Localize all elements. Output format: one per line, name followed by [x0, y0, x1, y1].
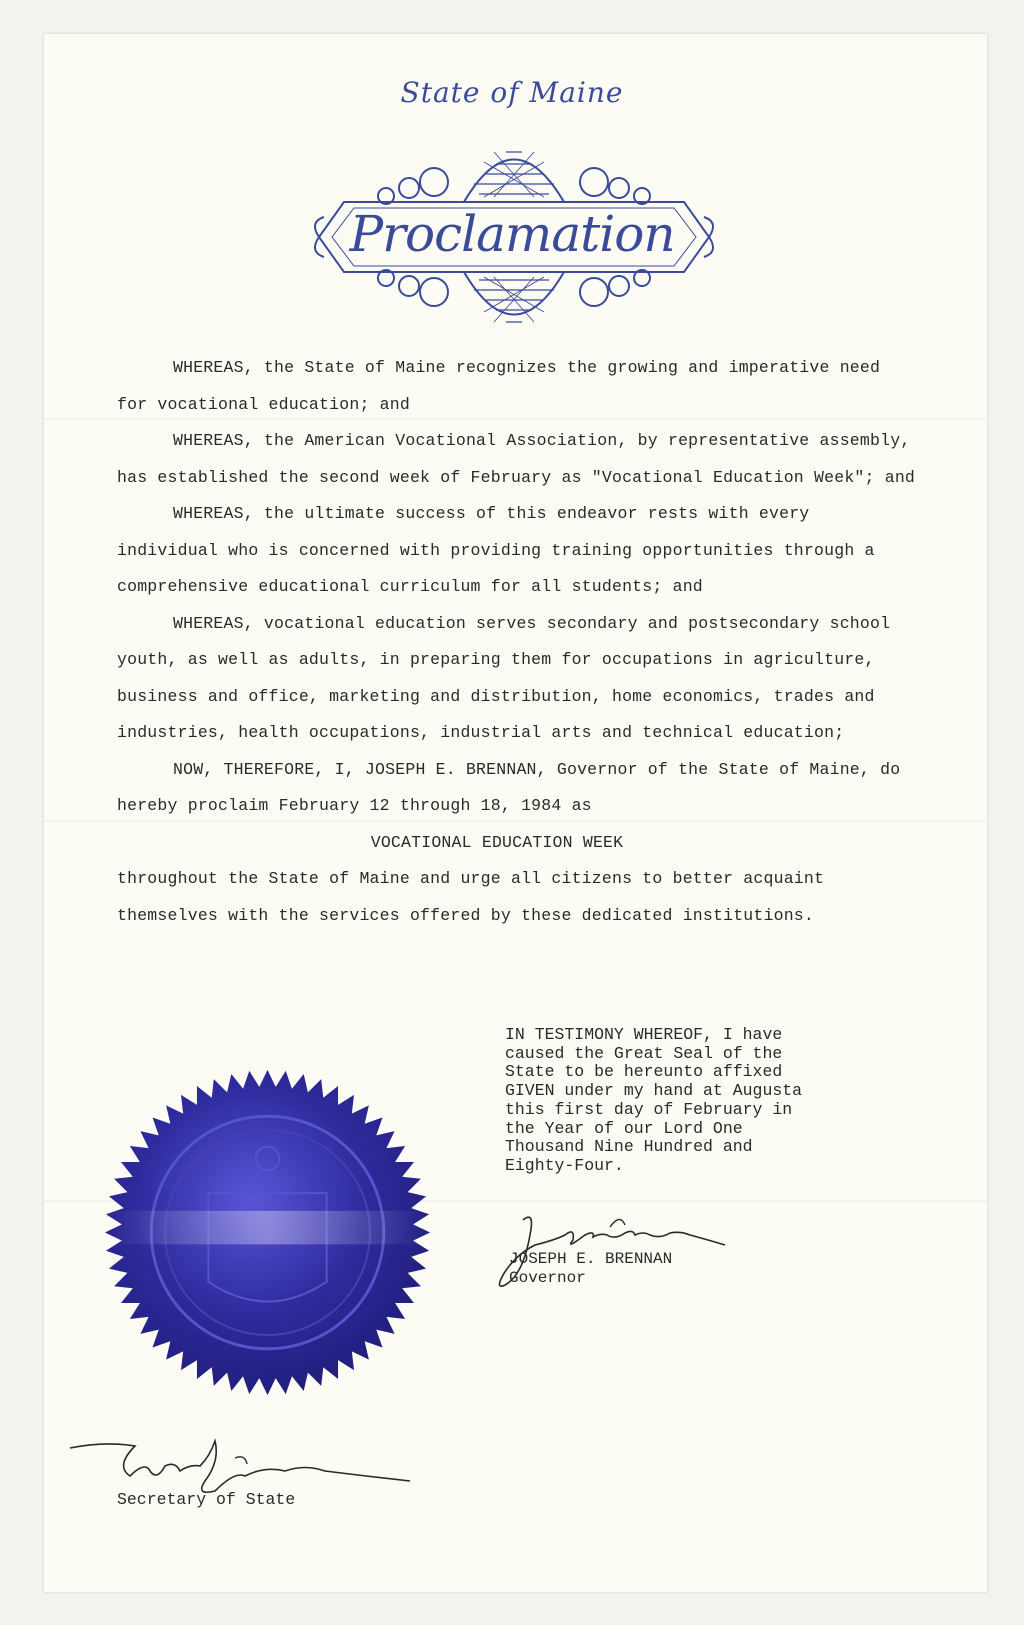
state-seal [100, 1065, 435, 1400]
proclamation-title: Proclamation [349, 205, 675, 263]
week-title: VOCATIONAL EDUCATION WEEK [370, 832, 624, 852]
therefore-paragraph: NOW, THEREFORE, I, JOSEPH E. BRENNAN, Governor of the State of Maine, do hereby proclaim February 12 through 18, 1984 as [117, 759, 901, 815]
whereas-paragraph: WHEREAS, the ultimate success of this endeavor rests with every individual who is concerned with providing training opportunities through a comprehensive educational curriculum for all students; and [117, 504, 875, 596]
state-heading: State of Maine [400, 76, 624, 109]
secretary-title: Secretary of State [117, 1490, 296, 1509]
proclamation-body [117, 350, 917, 934]
whereas-paragraph: WHEREAS, the State of Maine recognizes the growing and imperative need for vocational education; and [117, 358, 881, 414]
whereas-paragraph: WHEREAS, vocational education serves secondary and postsecondary school youth, as well as adults, in preparing them for occupations in agriculture, business and office, marketing and distribution, home economics, trades and industries, health occupations, industrial arts and technical education; [117, 613, 891, 742]
governor-title: Governor [509, 1269, 586, 1287]
closing-paragraph: throughout the State of Maine and urge all citizens to better acquaint themselves with the services offered by these dedicated institutions. [117, 869, 825, 925]
governor-name: JOSEPH E. BRENNAN [509, 1250, 673, 1268]
testimony-block: IN TESTIMONY WHEREOF, I have caused the Great Seal of the State to be hereunto affixed GIVEN under my hand at Augusta this first day of February in the Year of our Lord One Thousand Nine Hundred and Eighty-Four. [505, 1025, 803, 1175]
whereas-paragraph: WHEREAS, the American Vocational Association, by representative assembly, has established the second week of February as "Vocational Education Week"; and [117, 431, 916, 487]
